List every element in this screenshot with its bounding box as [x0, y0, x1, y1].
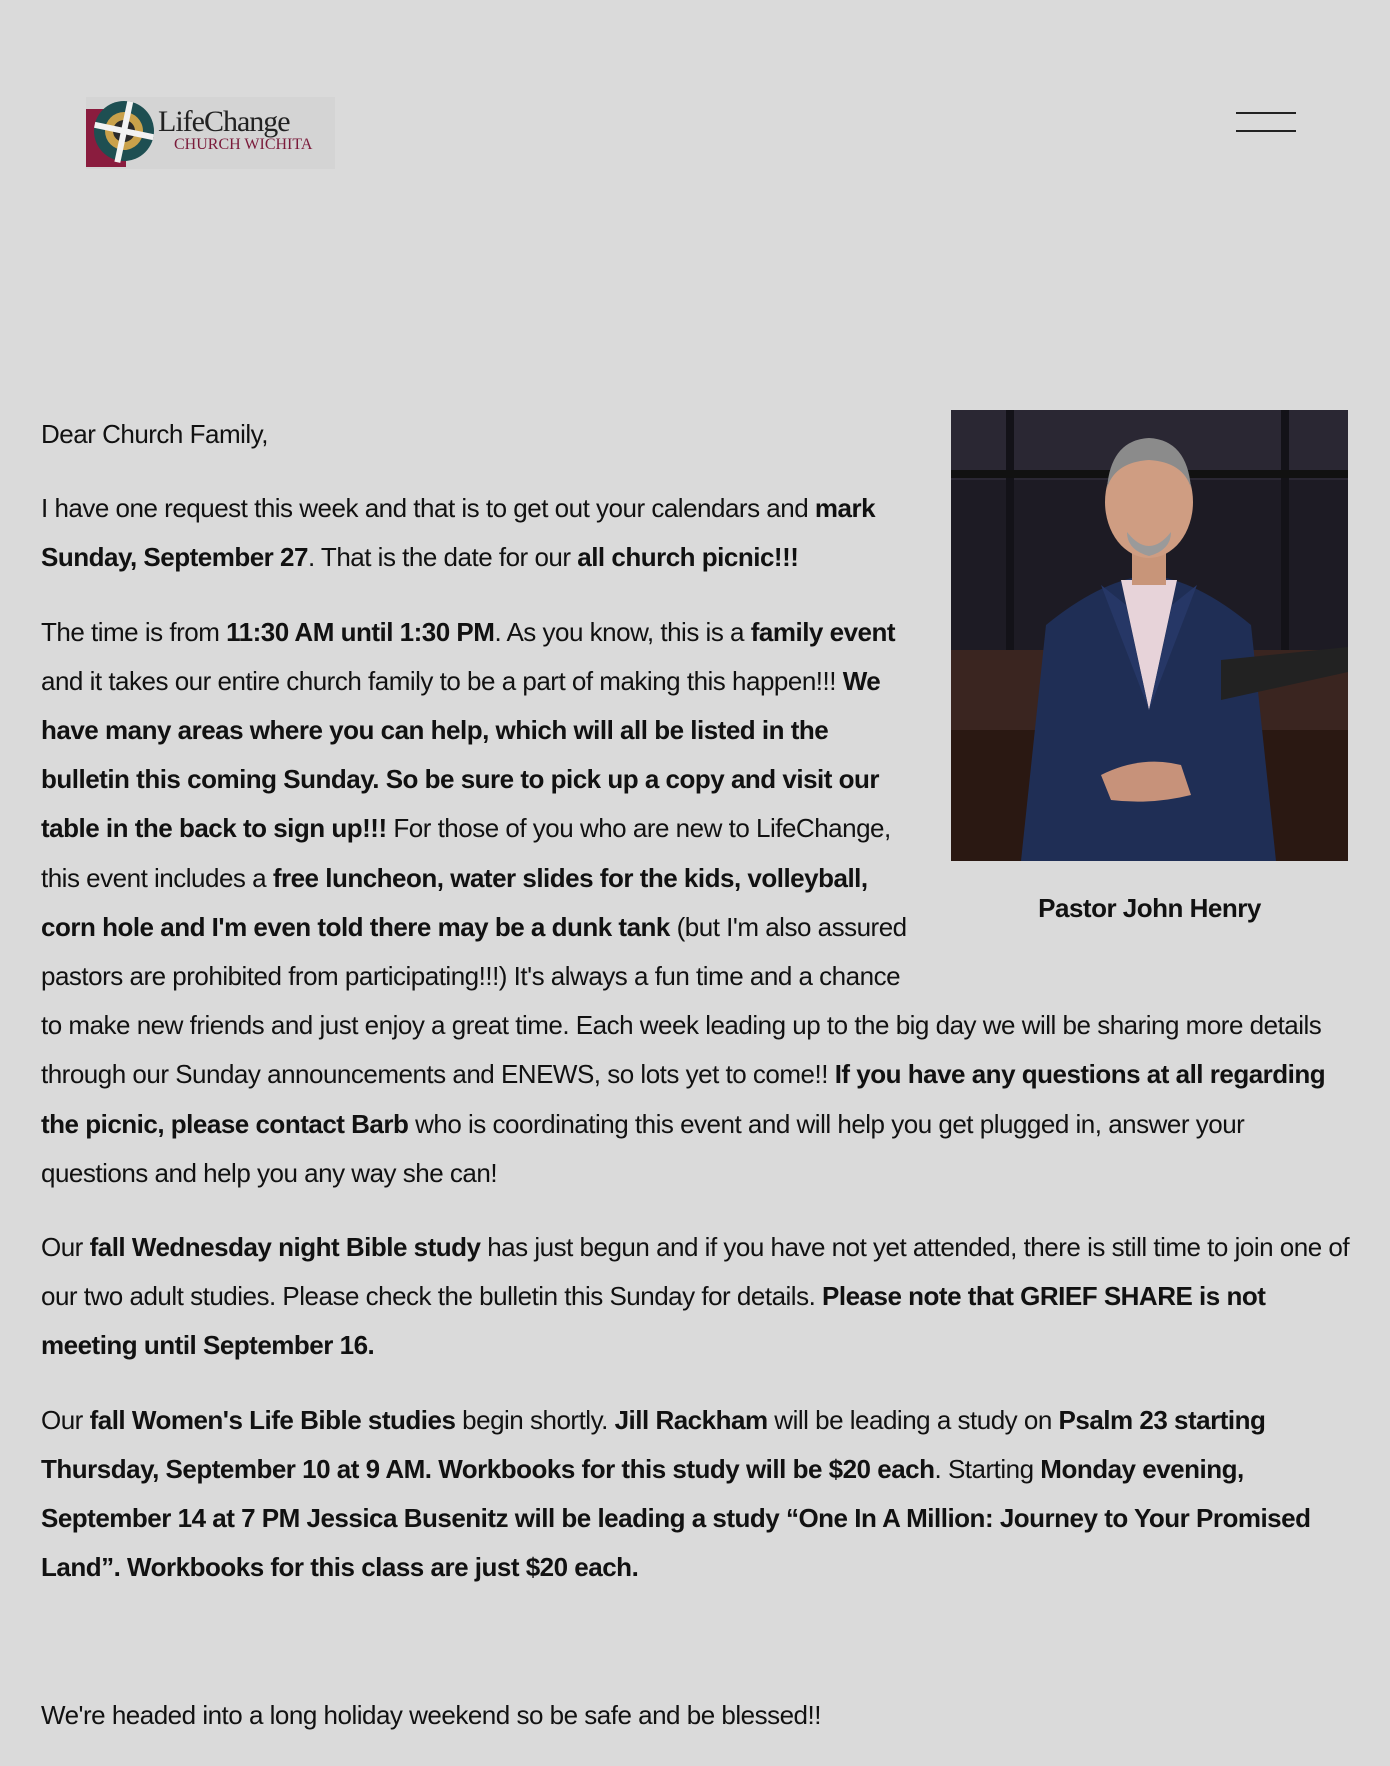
pastor-letter — [41, 410, 1351, 1766]
bold-span: 11:30 AM until 1:30 PM — [226, 616, 495, 647]
bold-span: We have many areas where you can help, which will all be listed in the bulletin this coming Sunday. So be sure to pick up a copy and visit our table in the back to sign up!!! — [41, 665, 881, 844]
logo-name: LifeChange — [158, 105, 290, 138]
letter-greeting: Dear Church Family, — [41, 419, 268, 449]
text-span: has just begun and if you have not yet attended, there is still time to join one of our two adult studies. Please check the bulletin this Sunday for details. — [41, 1232, 1350, 1312]
paragraph-womens-study — [41, 1396, 1351, 1593]
text-span: begin shortly. — [455, 1404, 615, 1435]
photo-spacer — [911, 410, 1351, 990]
text-span: . That is the date for our — [307, 542, 578, 573]
text-span: . Starting — [934, 1453, 1041, 1484]
bold-span: Jill Rackham — [614, 1404, 768, 1435]
text-span: . As you know, this is a — [494, 616, 751, 647]
bold-span: family event — [750, 616, 896, 647]
menu-line-top — [1236, 112, 1296, 114]
bold-span: Please note that GRIEF SHARE is not meeting until September 16. — [41, 1281, 1266, 1361]
bold-span: If you have any questions at all regarding the picnic, please contact Barb — [41, 1059, 1326, 1139]
bold-span: fall Wednesday night Bible study — [89, 1232, 481, 1263]
letter-closing: We're headed into a long holiday weekend so be safe and be blessed!! — [41, 1700, 821, 1731]
logo-subtitle: CHURCH WICHITA — [174, 136, 313, 153]
site-header — [0, 0, 1390, 260]
text-span: Our — [41, 1232, 90, 1263]
bold-span: Monday evening, September 14 at 7 PM Jessica Busenitz will be leading a study “One In A Million: Journey to Your Promised Land”. Workbooks for this class are just $20 each. — [41, 1453, 1311, 1583]
text-span: I have one request this week and that is to get out your calendars and — [41, 493, 815, 524]
spacer — [41, 1617, 1351, 1691]
logo-text — [158, 107, 312, 153]
text-span: will be leading a study on — [767, 1404, 1059, 1435]
church-logo[interactable] — [86, 97, 335, 169]
photo-caption: Pastor John Henry — [1038, 893, 1261, 923]
text-span: For those of you who are new to LifeChange, this event includes a — [41, 813, 891, 893]
menu-line-bottom — [1236, 130, 1296, 132]
paragraph-bible-study — [41, 1223, 1351, 1371]
text-span: (but I'm also assured pastors are prohibited from participating!!!) It's always a fun time and a chance to make new friends and just enjoy a great time. Each week leading up to the big day we will be sharing more details through our Sunday announcements and ENEWS, so lots yet to come!! — [41, 911, 1322, 1090]
bold-span: fall Women's Life Bible studies — [89, 1404, 456, 1435]
bold-span: Psalm 23 starting Thursday, September 10 at 9 AM. Workbooks for this study will be $20 each — [41, 1404, 1266, 1484]
hamburger-menu-icon[interactable] — [1236, 108, 1296, 136]
bold-span: all church picnic!!! — [577, 542, 799, 573]
text-span: Our — [41, 1404, 90, 1435]
bold-span: mark Sunday, September 27 — [41, 493, 876, 573]
bold-span: free luncheon, water slides for the kids, volleyball, corn hole and I'm even told there may be a dunk tank — [41, 862, 868, 942]
text-span: who is coordinating this event and will help you get plugged in, answer your questions and help you any way she can! — [41, 1108, 1245, 1188]
text-span: The time is from — [41, 616, 227, 647]
text-span: and it takes our entire church family to be a part of making this happen!!! — [41, 665, 843, 696]
logo-cross-icon — [86, 99, 154, 167]
